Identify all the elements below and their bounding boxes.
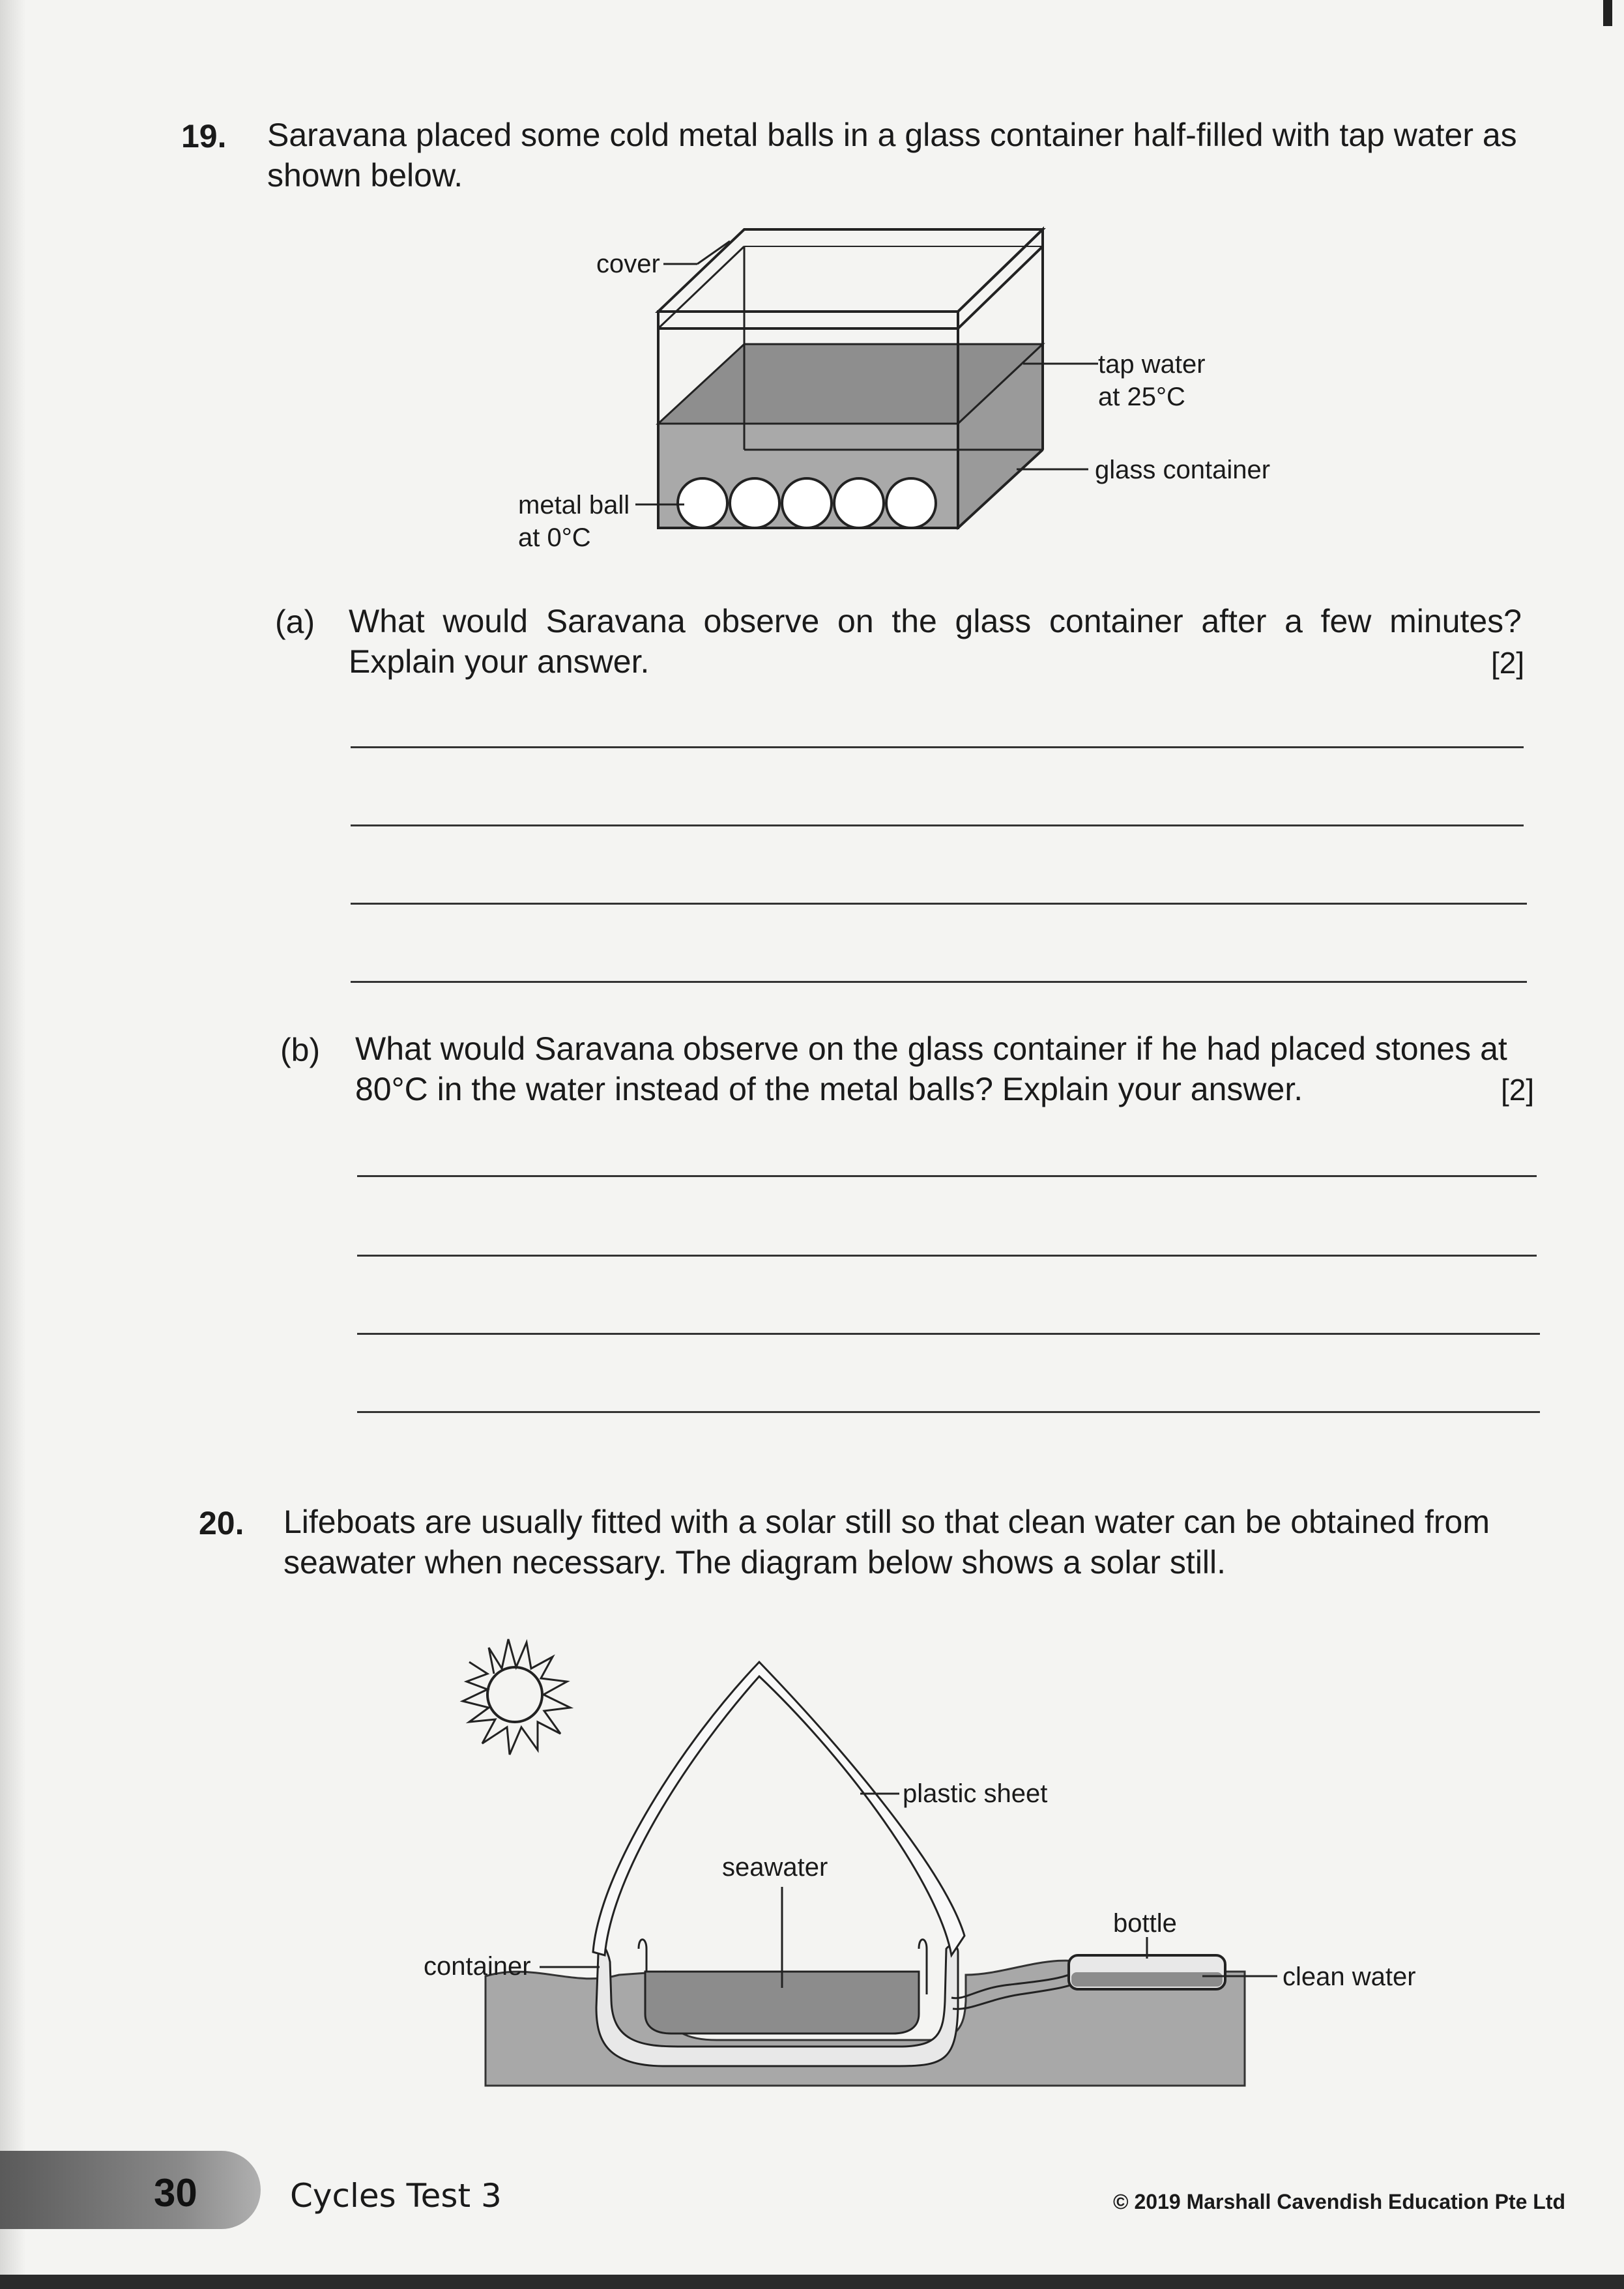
answer-line[interactable]	[351, 824, 1524, 826]
answer-line[interactable]	[357, 1333, 1540, 1335]
answer-line[interactable]	[351, 746, 1524, 748]
q20-stem: Lifeboats are usually fitted with a solar still so that clean water can be obtained from seawater when necessary. The diagram below shows a solar still.	[283, 1504, 1490, 1581]
q20-diagram	[404, 1610, 1512, 2105]
q19-cover-front	[658, 312, 958, 328]
bottle-label: bottle	[1113, 1909, 1177, 1938]
q19-diagram	[508, 215, 1323, 567]
q19-cover-top	[658, 229, 1043, 312]
q19-number: 19.	[181, 118, 227, 154]
q19-glass-label: glass container	[1095, 456, 1271, 484]
q19-metal-ball	[886, 478, 936, 528]
q19-stem: Saravana placed some cold metal balls in a glass container half-filled with tap water as shown below.	[267, 117, 1517, 194]
q20-number: 20.	[199, 1505, 244, 1541]
bottom-edge-bar	[0, 2275, 1624, 2289]
answer-line[interactable]	[357, 1411, 1540, 1413]
answer-line[interactable]	[351, 903, 1527, 905]
q19-cover-leader-diag	[697, 241, 730, 264]
q19-metal-ball	[782, 478, 832, 528]
answer-line[interactable]	[351, 981, 1527, 983]
q19-metal-ball	[678, 478, 727, 528]
q19-ball-label-2: at 0°C	[518, 523, 591, 552]
q19b-marks: [2]	[1501, 1073, 1535, 1107]
sun-icon	[463, 1639, 570, 1755]
container-label: container	[424, 1952, 531, 1981]
edge-mark	[1603, 0, 1612, 26]
q19a-marks: [2]	[1491, 646, 1525, 680]
q19-cover-side	[958, 229, 1043, 328]
q19b-label: (b)	[280, 1032, 321, 1068]
page-edge-shadow	[0, 0, 26, 2289]
q19-metal-ball	[730, 478, 779, 528]
q19a-question: What would Saravana observe on the glass container after a few minutes? Explain your answer.	[349, 603, 1522, 680]
q19-tapwater-label-1: tap water	[1098, 350, 1206, 379]
answer-line[interactable]	[357, 1175, 1537, 1177]
footer-title: Cycles Test 3	[290, 2177, 502, 2215]
q19-ball-label-1: metal ball	[518, 491, 630, 519]
copyright: © 2019 Marshall Cavendish Education Pte Ltd	[1113, 2190, 1565, 2213]
plastic-sheet-label: plastic sheet	[903, 1779, 1048, 1808]
q19-tapwater-label-2: at 25°C	[1098, 383, 1185, 411]
footer-page-tab	[0, 2151, 261, 2229]
q19a-label: (a)	[275, 604, 315, 640]
q19-metal-ball	[834, 478, 884, 528]
page-number: 30	[154, 2171, 197, 2215]
clean-water-label: clean water	[1283, 1962, 1416, 1991]
answer-line[interactable]	[357, 1255, 1537, 1257]
plastic-sheet	[593, 1662, 964, 1955]
seawater-label: seawater	[722, 1853, 828, 1882]
q19-glass-edge	[658, 246, 744, 328]
clean-water	[1071, 1972, 1223, 1987]
q19b-question: What would Saravana observe on the glass container if he had placed stones at 80°C in the water instead of the metal balls? Explain your answer.	[355, 1030, 1507, 1107]
q19-cover-label: cover	[596, 250, 660, 278]
